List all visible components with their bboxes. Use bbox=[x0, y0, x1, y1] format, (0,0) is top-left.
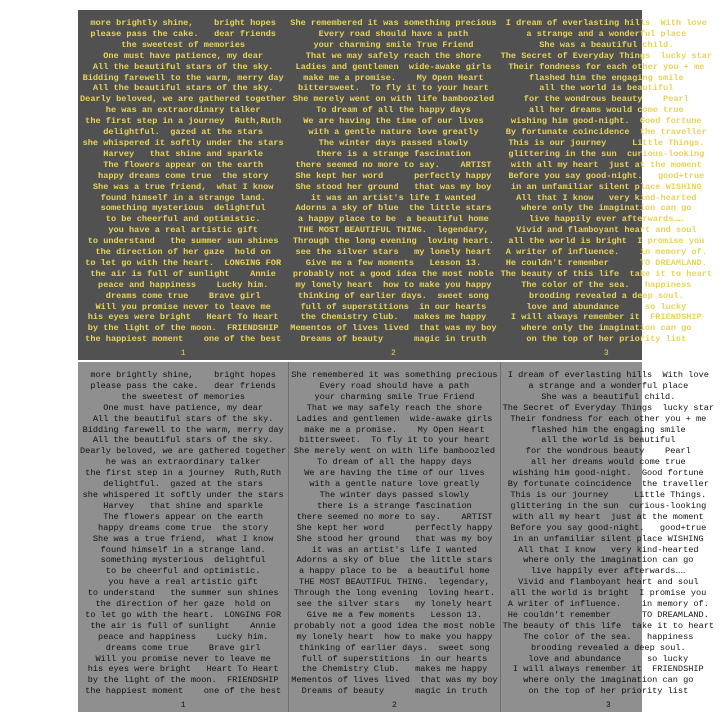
text-line: She merely went on with life bamboozled bbox=[293, 446, 496, 457]
text-line: the direction of her gaze hold on bbox=[95, 599, 271, 610]
text-line: to understand the summer sun shines bbox=[87, 236, 279, 247]
text-line: where only the imagination can go bbox=[521, 323, 692, 334]
text-line: She stood her ground that was my boy bbox=[295, 181, 492, 192]
text-line: She was a beautiful child. bbox=[539, 39, 674, 50]
text-line: Ladies and gentlemen wide-awake girls bbox=[296, 413, 493, 424]
text-line: Adorns a sky of blue the little stars bbox=[295, 203, 492, 214]
text-line: The Secret of Everyday Things lucky star bbox=[502, 402, 715, 413]
text-line: to be cheerful and optimistic. bbox=[105, 566, 261, 577]
top-sheet-dark bbox=[78, 10, 713, 360]
text-line: it was an artist's life I wanted bbox=[311, 544, 477, 555]
text-line: see the silver stars my lonely heart bbox=[295, 247, 492, 258]
text-line: a happy place to be a beautiful home bbox=[299, 566, 490, 577]
text-line: the sweetest of memories bbox=[121, 39, 246, 50]
text-line: He couldn't remember TO DREAMLAND. bbox=[505, 257, 707, 268]
text-line: dreams come true Brave girl bbox=[105, 290, 261, 301]
text-line: THE MOST BEAUTIFUL THING. legendary, bbox=[299, 577, 490, 588]
text-line: bittersweet. To fly it to your heart bbox=[298, 83, 489, 94]
text-line: Bidding farewell to the warm, merry day bbox=[82, 72, 284, 83]
text-line: All the beautiful stars of the sky. bbox=[92, 83, 274, 94]
text-line: all her dreams would come true bbox=[530, 457, 686, 468]
text-line: to understand the summer sun shines bbox=[87, 588, 279, 599]
text-line: flashed him the engaging smile bbox=[528, 72, 684, 83]
text-line: there is a strange fascination bbox=[316, 148, 471, 159]
text-line: with all my heart just at the moment bbox=[510, 159, 702, 170]
text-line: Every road should have a path bbox=[318, 28, 469, 39]
page-number: 2 bbox=[391, 349, 396, 358]
text-line: his eyes were bright Heart To Heart bbox=[87, 312, 279, 323]
text-line: One must have patience, my dear bbox=[103, 50, 264, 61]
text-line: That we may safely reach the shore bbox=[305, 50, 482, 61]
text-line: All the beautiful stars of the sky. bbox=[92, 61, 274, 72]
text-line: She kept her word perfectly happy bbox=[295, 170, 492, 181]
text-line: thinking of earlier days. sweet song bbox=[299, 642, 490, 653]
text-line: the happiest moment one of the best bbox=[85, 334, 282, 345]
text-line: your charming smile True Friend bbox=[313, 39, 474, 50]
text-line: Mementos of lives lived that was my boy bbox=[291, 675, 498, 686]
text-line: dreams come true Brave girl bbox=[105, 642, 261, 653]
text-line: it was an artist's life I wanted bbox=[310, 192, 476, 203]
text-line: She kept her word perfectly happy bbox=[296, 522, 493, 533]
text-line: the happiest moment one of the best bbox=[85, 686, 282, 697]
text-line: Before you say good-night. good+true bbox=[508, 170, 705, 181]
text-line: I will always remember it FRIENDSHIP bbox=[510, 312, 702, 323]
bottom-sheet-column-1 bbox=[78, 362, 288, 712]
text-line: happy dreams come true the story bbox=[98, 522, 269, 533]
text-line: all the world is beautiful bbox=[539, 83, 674, 94]
text-line: where only the imagination can go bbox=[521, 203, 692, 214]
text-line: for the wondrous beauty Pearl bbox=[525, 446, 691, 457]
page-number: 2 bbox=[392, 701, 397, 710]
top-sheet-column-2 bbox=[288, 10, 498, 360]
text-line: Bidding farewell to the warm, merry day bbox=[82, 424, 284, 435]
text-line: please pass the cake. dear friends bbox=[90, 28, 276, 39]
text-line: This is our journey Little Things. bbox=[510, 489, 707, 500]
text-line: to be cheerful and optimistic. bbox=[105, 214, 261, 225]
text-line: peace and happiness Lucky him. bbox=[98, 631, 269, 642]
text-line: By fortunate coincidence the traveller bbox=[505, 127, 707, 138]
text-line: the direction of her gaze hold on bbox=[95, 247, 271, 258]
text-line: your charming smile True Friend bbox=[314, 391, 475, 402]
text-line: brooding revealed a deep soul. bbox=[528, 290, 684, 301]
text-line: She stood her ground that was my boy bbox=[296, 533, 493, 544]
text-line: the first step in a journey Ruth,Ruth bbox=[85, 468, 282, 479]
text-line: my lonely heart how to make you happy bbox=[295, 279, 492, 290]
text-line: in an unfamiliar silent place WISHING bbox=[510, 181, 702, 192]
text-line: The color of the sea. happiness bbox=[521, 279, 692, 290]
text-line: the air is full of sunlight Annie bbox=[90, 620, 276, 631]
page-number: 3 bbox=[603, 349, 609, 358]
text-line: brooding revealed a deep soul. bbox=[530, 642, 686, 653]
text-line: That we may safely reach the shore bbox=[306, 402, 483, 413]
text-line: probably not a good idea the most noble bbox=[293, 620, 496, 631]
text-line: To dream of all the happy days bbox=[317, 457, 472, 468]
text-line: Vivid and flamboyant heart and soul bbox=[518, 577, 699, 588]
text-line: The winter days passed slowly bbox=[319, 489, 470, 500]
text-line: more brightly shine, bright hopes bbox=[90, 370, 276, 380]
text-line: Before you say good-night. good+true bbox=[510, 522, 707, 533]
text-line: Will you promise never to leave me bbox=[95, 653, 271, 664]
text-line: The flowers appear on the earth bbox=[103, 159, 264, 170]
text-line: please pass the cake. dear friends bbox=[90, 380, 276, 391]
text-line: full of superstitions in our hearts bbox=[301, 653, 488, 664]
text-line: Mementos of lives lived that was my boy bbox=[290, 323, 497, 334]
text-line: she whispered it softly under the stars bbox=[82, 137, 284, 148]
text-line: Give me a few moments Lesson 13. bbox=[305, 257, 482, 268]
text-line: Will you promise never to leave me bbox=[95, 301, 271, 312]
text-line: peace and happiness Lucky him. bbox=[98, 279, 269, 290]
text-line: delightful. gazed at the stars bbox=[103, 479, 264, 490]
text-line: in an unfamiliar silent place WISHING bbox=[512, 533, 704, 544]
text-line: The flowers appear on the earth bbox=[103, 511, 264, 522]
bottom-sheet-column-3 bbox=[500, 362, 716, 712]
text-line: I will always remember it FRIENDSHIP bbox=[512, 664, 704, 675]
text-line: on the top of her priority list bbox=[526, 334, 687, 345]
text-line: on the top of her priority list bbox=[528, 686, 689, 697]
text-line: make me a promise. My Open Heart bbox=[303, 72, 484, 83]
text-line: he was an extraordinary talker bbox=[105, 457, 261, 468]
text-line: a strange and a wonderful place bbox=[528, 380, 689, 391]
text-line: make me a promise. My Open Heart bbox=[304, 424, 485, 435]
text-line: the sweetest of memories bbox=[121, 391, 246, 402]
text-line: All that I know very kind-hearted bbox=[518, 544, 699, 555]
text-line: All that I know very kind-hearted bbox=[516, 192, 697, 203]
text-line: He couldn't remember TO DREAMLAND. bbox=[507, 609, 709, 620]
top-sheet-column-1 bbox=[78, 10, 288, 360]
text-line: Harvey that shine and sparkle bbox=[103, 500, 264, 511]
text-line: all the world is bright I promise you bbox=[510, 588, 707, 599]
text-line: Through the long evening loving heart. bbox=[292, 236, 495, 247]
text-line: Dearly beloved, we are gathered together bbox=[80, 446, 287, 457]
text-line: where only the imagination can go bbox=[523, 675, 694, 686]
text-line: to let go with the heart. LONGING FOR bbox=[85, 257, 282, 268]
text-line: probably not a good idea the most noble bbox=[292, 268, 495, 279]
text-line: By fortunate coincidence the traveller bbox=[507, 479, 709, 490]
text-line: She remembered it was something precious bbox=[290, 18, 497, 28]
text-line: glittering in the sun curious-looking bbox=[508, 148, 705, 159]
text-line: She remembered it was something precious bbox=[291, 370, 498, 380]
text-line: The beauty of this life take it to heart bbox=[500, 268, 713, 279]
text-line: thinking of earlier days. sweet song bbox=[298, 290, 489, 301]
text-line: Every road should have a path bbox=[319, 380, 470, 391]
text-line: the Chemistry Club. makes me happy bbox=[300, 312, 487, 323]
text-line: Through the long evening loving heart. bbox=[293, 588, 496, 599]
text-line: THE MOST BEAUTIFUL THING. legendary, bbox=[298, 225, 489, 236]
text-line: The color of the sea. happiness bbox=[523, 631, 694, 642]
text-line: I dream of everlasting hills With love bbox=[507, 370, 709, 380]
text-line: more brightly shine, bright hopes bbox=[90, 18, 276, 28]
text-line: the Chemistry Club. makes me happy bbox=[301, 664, 488, 675]
text-line: she whispered it softly under the stars bbox=[82, 489, 284, 500]
text-line: A writer of influence. in memory of. bbox=[505, 247, 707, 258]
text-line: I dream of everlasting hills With love bbox=[505, 18, 707, 28]
text-line: the first step in a journey Ruth,Ruth bbox=[85, 116, 282, 127]
text-line: She was a true friend, what I know bbox=[92, 533, 274, 544]
text-line: he was an extraordinary talker bbox=[105, 105, 261, 116]
text-line: my lonely heart how to make you happy bbox=[296, 631, 493, 642]
text-line: Their fondness for each other you + me bbox=[510, 413, 707, 424]
text-line: see the silver stars my lonely heart bbox=[296, 599, 493, 610]
text-line: Adorns a sky of blue the little stars bbox=[296, 555, 493, 566]
text-line: the air is full of sunlight Annie bbox=[90, 268, 276, 279]
text-line: love and abundance so lucky bbox=[526, 301, 687, 312]
text-line: Their fondness for each other you + me bbox=[508, 61, 705, 72]
text-line: The winter days passed slowly bbox=[318, 137, 469, 148]
text-line: She was a beautiful child. bbox=[541, 391, 676, 402]
text-line: The beauty of this life take it to heart bbox=[502, 620, 715, 631]
text-line: with a gentle nature love greatly bbox=[309, 479, 480, 490]
text-line: to let go with the heart. LONGING FOR bbox=[85, 609, 282, 620]
text-line: where only the imagination can go bbox=[523, 555, 694, 566]
text-line: All the beautiful stars of the sky. bbox=[92, 413, 274, 424]
text-line: full of superstitions in our hearts bbox=[300, 301, 487, 312]
text-line: All the beautiful stars of the sky. bbox=[92, 435, 274, 446]
text-line: found himself in a strange land. bbox=[100, 544, 266, 555]
text-line: by the light of the moon. FRIENDSHIP bbox=[87, 323, 279, 334]
text-line: his eyes were bright Heart To Heart bbox=[87, 664, 279, 675]
text-line: there seemed no more to say. ARTIST bbox=[296, 511, 493, 522]
text-line: wishing him good-night. Good fortune bbox=[512, 468, 704, 479]
text-line: Dreams of beauty magic in truth bbox=[301, 686, 488, 697]
page-number: 1 bbox=[180, 701, 186, 710]
text-line: found himself in a strange land. bbox=[100, 192, 266, 203]
text-line: by the light of the moon. FRIENDSHIP bbox=[87, 675, 279, 686]
text-line: you have a real artistic gift bbox=[108, 577, 258, 588]
text-line: She was a true friend, what I know bbox=[92, 181, 274, 192]
text-line: for the wondrous beauty Pearl bbox=[523, 94, 689, 105]
text-line: She merely went on with life bamboozled bbox=[292, 94, 495, 105]
text-line: One must have patience, my dear bbox=[103, 402, 264, 413]
text-line: This is our journey Little Things. bbox=[508, 137, 705, 148]
text-line: something mysterious delightful bbox=[100, 203, 266, 214]
page-number: 3 bbox=[605, 701, 611, 710]
text-line: live happily ever afterwards…… bbox=[528, 214, 684, 225]
text-line: bittersweet. To fly it to your heart bbox=[299, 435, 490, 446]
text-line: happy dreams come true the story bbox=[98, 170, 269, 181]
text-line: Vivid and flamboyant heart and soul bbox=[516, 225, 697, 236]
text-line: Dearly beloved, we are gathered together bbox=[80, 94, 287, 105]
text-line: We are having the time of our lives bbox=[304, 468, 485, 479]
text-line: glittering in the sun curious-looking bbox=[510, 500, 707, 511]
bottom-sheet-light bbox=[78, 362, 715, 712]
top-sheet-column-3 bbox=[499, 10, 714, 360]
bottom-sheet-column-2 bbox=[288, 362, 499, 712]
text-line: A writer of influence. in memory of. bbox=[507, 599, 709, 610]
text-line: wishing him good-night. Good fortune bbox=[510, 116, 702, 127]
text-line: all her dreams would come true bbox=[528, 105, 684, 116]
text-line: there seemed no more to say. ARTIST bbox=[295, 159, 492, 170]
text-line: a happy place to be a beautiful home bbox=[298, 214, 489, 225]
text-line: live happily ever afterwards…… bbox=[530, 566, 686, 577]
text-line: The Secret of Everyday Things lucky star bbox=[500, 50, 713, 61]
text-line: delightful. gazed at the stars bbox=[103, 127, 264, 138]
text-line: Dreams of beauty magic in truth bbox=[300, 334, 487, 345]
text-line: all the world is beautiful bbox=[541, 435, 676, 446]
text-line: Harvey that shine and sparkle bbox=[103, 148, 264, 159]
text-line: Give me a few moments Lesson 13. bbox=[306, 609, 483, 620]
text-line: love and abundance so lucky bbox=[528, 653, 689, 664]
text-line: something mysterious delightful bbox=[100, 555, 266, 566]
text-line: with all my heart just at the moment bbox=[512, 511, 704, 522]
text-line: a strange and a wonderful place bbox=[526, 28, 687, 39]
text-line: To dream of all the happy days bbox=[316, 105, 471, 116]
text-line: with a gentle nature love greatly bbox=[308, 127, 479, 138]
text-line: all the world is bright I promise you bbox=[508, 236, 705, 247]
page-number: 1 bbox=[180, 349, 186, 358]
text-line: We are having the time of our lives bbox=[303, 116, 484, 127]
text-line: Ladies and gentlemen wide-awake girls bbox=[295, 61, 492, 72]
text-line: there is a strange fascination bbox=[317, 500, 472, 511]
text-line: flashed him the engaging smile bbox=[530, 424, 686, 435]
text-line: you have a real artistic gift bbox=[108, 225, 258, 236]
